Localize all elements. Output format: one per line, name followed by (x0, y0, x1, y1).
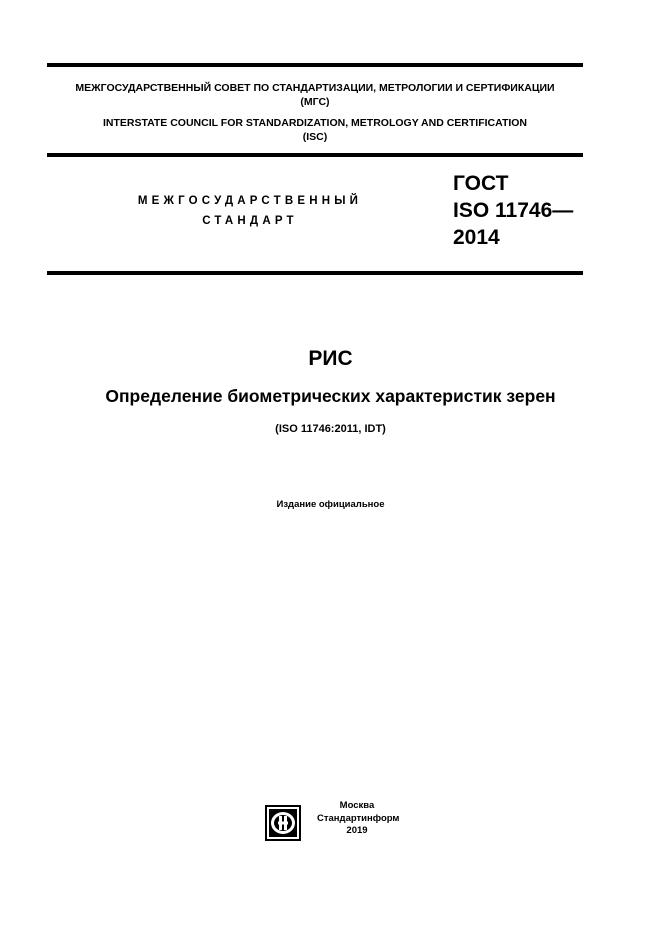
publisher-text (317, 800, 400, 838)
document-title: Определение биометрических характеристик зерен (105, 386, 556, 406)
designation-rule (47, 271, 583, 275)
publication-year: 2019 (346, 825, 368, 836)
standard-type-line2: СТАНДАРТ (202, 215, 298, 227)
gost-designation (453, 170, 573, 251)
standard-type-line1: МЕЖГОСУДАРСТВЕННЫЙ (137, 195, 363, 207)
gost-line1: ГОСТ (453, 172, 509, 195)
council-ru: МЕЖГОСУДАРСТВЕННЫЙ СОВЕТ ПО СТАНДАРТИЗАЦИИ, МЕТРОЛОГИИ И СЕРТИФИКАЦИИ (75, 82, 555, 94)
iso-reference: (ISO 11746:2011, IDT) (275, 423, 386, 435)
publisher-city: Москва (339, 800, 375, 811)
subject-title: РИС (308, 347, 353, 370)
council-ru-abbr: (МГС) (300, 96, 330, 108)
gost-line3: 2014 (453, 226, 500, 249)
top-rule (47, 63, 583, 67)
council-en-abbr: (ISC) (302, 131, 328, 143)
standartinform-logo-icon (265, 805, 301, 841)
header-rule (47, 153, 583, 157)
gost-line2: ISO 11746— (453, 199, 574, 222)
publisher-name: Стандартинформ (317, 812, 400, 824)
council-en: INTERSTATE COUNCIL FOR STANDARDIZATION, METROLOGY AND CERTIFICATION (102, 117, 528, 129)
edition-note: Издание официальное (276, 499, 385, 510)
